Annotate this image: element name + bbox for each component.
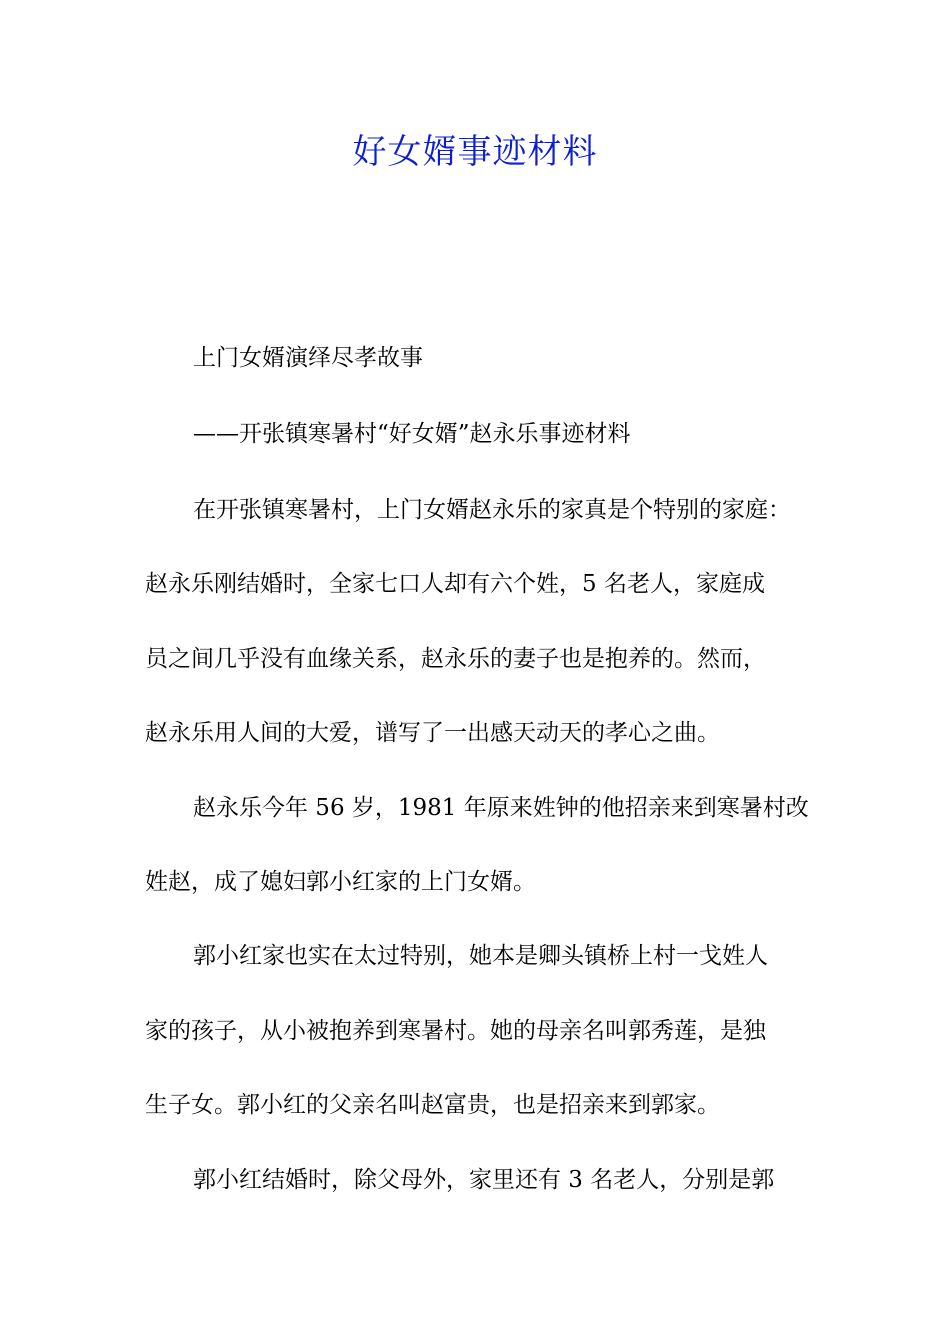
paragraph-1-line-3: 员之间几乎没有血缘关系，赵永乐的妻子也是抱养的。然而，: [145, 646, 766, 672]
paragraph-3-line-3: 生子女。郭小红的父亲名叫赵富贵，也是招亲来到郭家。: [145, 1092, 720, 1118]
paragraph-1-line-1: 在开张镇寒暑村，上门女婿赵永乐的家真是个特别的家庭：: [193, 497, 791, 523]
paragraph-3-line-1: 郭小红家也实在太过特别，她本是卿头镇桥上村一戈姓人: [193, 943, 768, 969]
document-title: 好女婿事迹材料: [352, 132, 598, 172]
paragraph-3-line-2: 家的孩子，从小被抱养到寒暑村。她的母亲名叫郭秀莲，是独: [145, 1018, 766, 1044]
paragraph-4-line-1: 郭小红结婚时，除父母外，家里还有 3 名老人，分别是郭: [193, 1167, 775, 1193]
subheading-line: ——开张镇寒暑村“好女婿”赵永乐事迹材料: [193, 421, 631, 447]
paragraph-2-line-1: 赵永乐今年 56 岁，1981 年原来姓钟的他招亲来到寒暑村改: [193, 795, 809, 821]
paragraph-1-line-4: 赵永乐用人间的大爱，谱写了一出感天动天的孝心之曲。: [145, 720, 720, 746]
heading-line: 上门女婿演绎尽孝故事: [193, 345, 423, 371]
paragraph-2-line-2: 姓赵，成了媳妇郭小红家的上门女婿。: [145, 869, 536, 895]
paragraph-1-line-2: 赵永乐刚结婚时，全家七口人却有六个姓，5 名老人，家庭成: [145, 571, 765, 597]
